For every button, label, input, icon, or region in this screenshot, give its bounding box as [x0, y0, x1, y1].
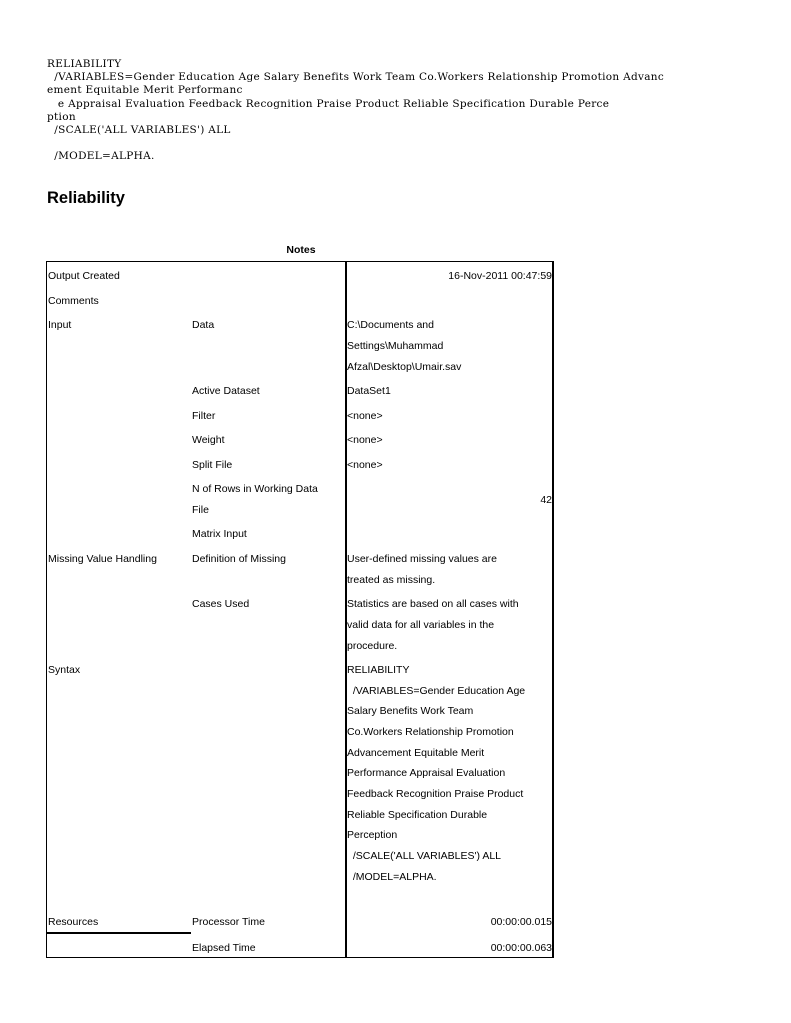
row-label-output-created: Output Created	[48, 270, 120, 282]
sub-label-split-file: Split File	[192, 459, 233, 471]
syntax-value-line: /SCALE('ALL VARIABLES') ALL	[347, 850, 501, 862]
active-dataset-value: DataSet1	[347, 385, 391, 397]
sub-label-weight: Weight	[192, 434, 225, 446]
syntax-value-line: RELIABILITY	[347, 664, 410, 676]
row-label-input: Input	[48, 319, 72, 331]
syntax-value-line: Perception	[347, 829, 398, 841]
sub-label-active-dataset: Active Dataset	[192, 385, 260, 397]
elapsed-time-value: 00:00:00.063	[490, 942, 552, 954]
n-rows-value: 42	[540, 494, 552, 506]
syntax-log-line: ption	[47, 110, 76, 123]
row-label-comments: Comments	[48, 295, 99, 307]
sub-label-elapsed-time: Elapsed Time	[192, 942, 256, 954]
syntax-value-line: Co.Workers Relationship Promotion	[347, 726, 514, 738]
sub-label-filter: Filter	[192, 410, 216, 422]
row-label-resources: Resources	[48, 916, 99, 928]
data-path-line: C:\Documents and	[347, 319, 434, 331]
sub-label-processor-time: Processor Time	[192, 916, 265, 928]
section-heading: Reliability	[47, 189, 125, 207]
cases-used-line: Statistics are based on all cases with	[347, 598, 519, 610]
syntax-log-line: RELIABILITY	[47, 58, 122, 70]
syntax-log-line: /VARIABLES=Gender Education Age Salary Benefits Work Team Co.Workers Relationship Promotion Advanc	[47, 71, 665, 84]
row-label-syntax: Syntax	[48, 664, 81, 676]
definition-of-missing-line: treated as missing.	[347, 574, 436, 586]
syntax-value-line: Feedback Recognition Praise Product	[347, 788, 524, 800]
cases-used-line: procedure.	[347, 640, 398, 652]
filter-value: <none>	[347, 410, 383, 422]
syntax-log-line	[47, 137, 747, 150]
row-label-missing-value-handling: Missing Value Handling	[48, 553, 157, 565]
syntax-log-line: /SCALE('ALL VARIABLES') ALL	[47, 123, 231, 136]
processor-time-value: 00:00:00.015	[490, 916, 552, 928]
syntax-log-line: e Appraisal Evaluation Feedback Recognition Praise Product Reliable Specification Durable Perce	[47, 97, 610, 110]
cases-used-line: valid data for all variables in the	[347, 619, 495, 631]
sub-label-matrix-input: Matrix Input	[192, 528, 247, 540]
sub-label-n-rows: N of Rows in Working Data	[192, 483, 318, 495]
syntax-log-line: ement Equitable Merit Performanc	[47, 84, 243, 97]
notes-table-title: Notes	[286, 244, 316, 256]
syntax-value-line: Advancement Equitable Merit	[347, 747, 485, 759]
data-path-line: Afzal\Desktop\Umair.sav	[347, 361, 462, 373]
syntax-value-line: /VARIABLES=Gender Education Age	[347, 685, 526, 697]
sub-label-cases-used: Cases Used	[192, 598, 250, 610]
syntax-value-line: Performance Appraisal Evaluation	[347, 767, 506, 779]
syntax-log	[47, 58, 747, 164]
definition-of-missing-line: User-defined missing values are	[347, 553, 497, 565]
weight-value: <none>	[347, 434, 383, 446]
sub-label-definition-of-missing: Definition of Missing	[192, 553, 286, 565]
data-path-line: Settings\Muhammad	[347, 340, 444, 352]
syntax-log-line: /MODEL=ALPHA.	[47, 150, 155, 163]
syntax-value-line: Reliable Specification Durable	[347, 809, 488, 821]
syntax-value-line: Salary Benefits Work Team	[347, 705, 474, 717]
syntax-value-line: /MODEL=ALPHA.	[347, 871, 437, 883]
output-created-value: 16-Nov-2011 00:47:59	[448, 270, 552, 282]
sub-label-data: Data	[192, 319, 215, 331]
split-file-value: <none>	[347, 459, 383, 471]
sub-label-n-rows: File	[192, 504, 209, 516]
column-divider	[552, 261, 553, 958]
